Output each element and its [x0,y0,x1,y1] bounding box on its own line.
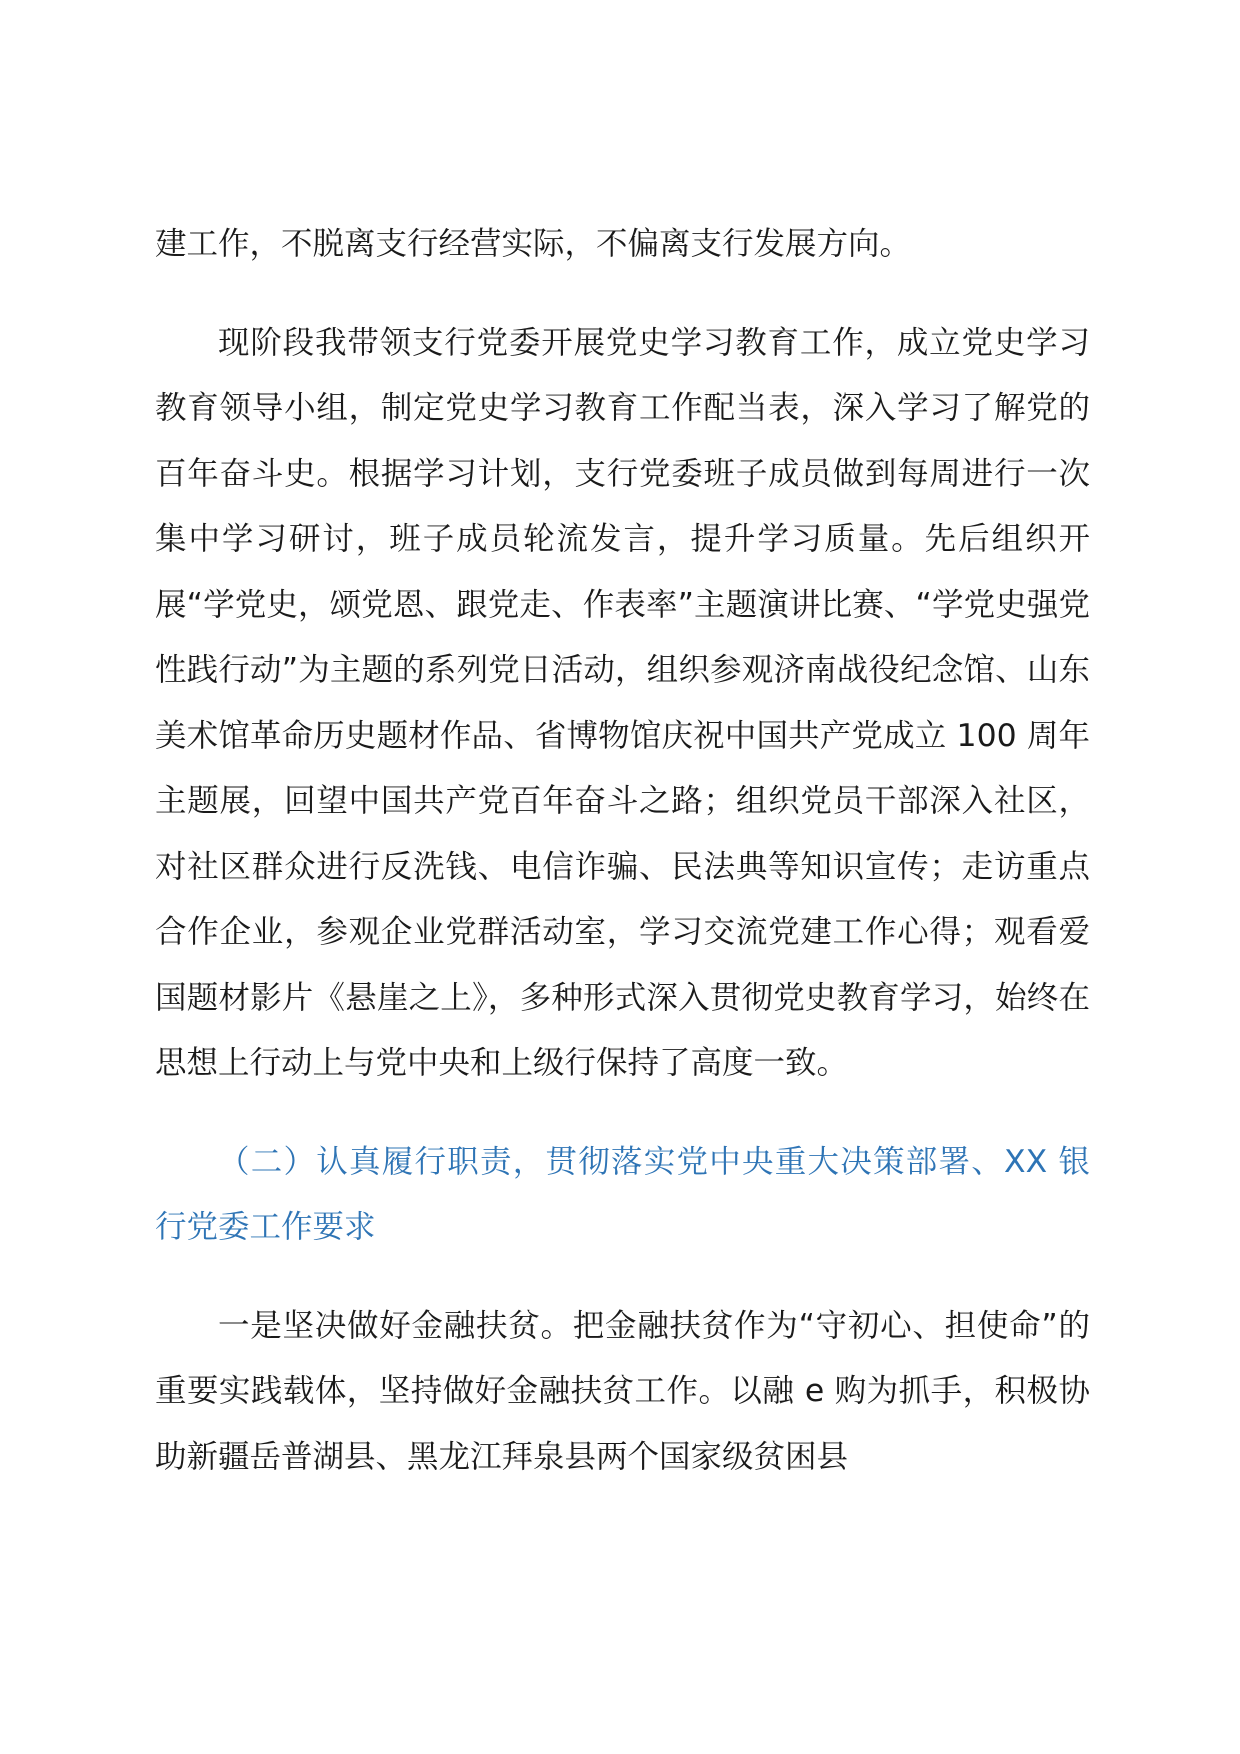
paragraph-party-history-study: 现阶段我带领支行党委开展党史学习教育工作，成立党史学习教育领导小组，制定党史学习教育工作配当表，深入学习了解党的百年奋斗史。根据学习计划，支行党委班子成员做到每周进行一次集中学习研讨，班子成员轮流发言，提升学习质量。先后组织开展“学党史，颂党恩、跟党走、作表率”主题演讲比赛、“学党史强党性践行动”为主题的系列党日活动，组织参观济南战役纪念馆、山东美术馆革命历史题材作品、省博物馆庆祝中国共产党成立 100 周年主题展，回望中国共产党百年奋斗之路；组织党员干部深入社区，对社区群众进行反洗钱、电信诈骗、民法典等知识宣传；走访重点合作企业，参观企业党群活动室，学习交流党建工作心得；观看爱国题材影片《悬崖之上》，多种形式深入贯彻党史教育学习，始终在思想上行动上与党中央和上级行保持了高度一致。 [155,324,1090,1081]
section-heading-2: （二）认真履行职责，贯彻落实党中央重大决策部署、XX 银行党委工作要求 [155,1143,1090,1245]
paragraph-continuation: 建工作，不脱离支行经营实际，不偏离支行发展方向。 [155,226,912,262]
document-page [155,212,1090,1490]
paragraph-financial-poverty-alleviation: 一是坚决做好金融扶贫。把金融扶贫作为“守初心、担使命”的重要实践载体，坚持做好金融扶贫工作。以融 e 购为抓手，积极协助新疆岳普湖县、黑龙江拜泉县两个国家级贫困县 [155,1307,1090,1475]
